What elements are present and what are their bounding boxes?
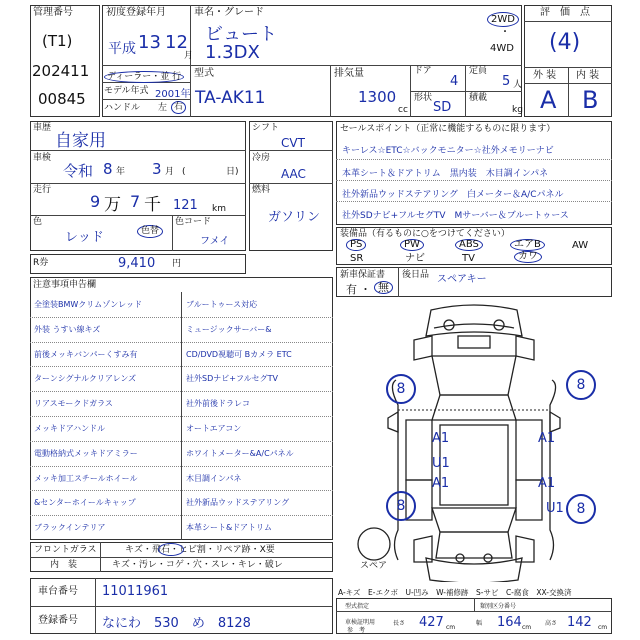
ext-grade: A <box>540 86 557 114</box>
load-unit: kg <box>512 105 523 115</box>
color-value: レッド <box>65 230 104 245</box>
legend: A-キズ E-エクボ U-凹み W-補修跡 S-サビ C-腐食 XX-交換済 <box>338 588 572 597</box>
first-reg-year: 13 <box>138 32 161 53</box>
int-grade: B <box>582 86 599 114</box>
damage-u1: U1 <box>546 501 564 516</box>
selling-point: 社外SDナビ+フルセグTV Mサーバー＆ブルートゥース <box>342 211 569 221</box>
post-item-label: 後日品 <box>402 270 430 280</box>
dims-len-value: 427 <box>419 615 444 630</box>
spare-label: スペア <box>360 561 388 571</box>
dims-hei-unit: cm <box>598 624 608 631</box>
equip-ps: PS <box>346 239 366 251</box>
notes-label: 注意事項申告欄 <box>33 280 97 290</box>
note-right-item: CD/DVD視聴可 Bカメラ ETC <box>186 349 292 359</box>
dims-len-label: 長さ <box>393 620 406 627</box>
mileage-unit: km <box>212 204 226 214</box>
chip-circle <box>158 543 184 556</box>
selling-point: 社外新品ウッドステアリング 白メーター＆A/Cパネル <box>342 190 564 200</box>
note-left-item: 前後メッキバンパーくすみ有 <box>34 349 138 359</box>
mileage-man: 万 <box>104 195 121 215</box>
warranty-dot: ・ <box>360 283 371 296</box>
drive-dot: ・ <box>500 27 510 38</box>
shift-value: CVT <box>281 136 305 150</box>
model-year: 2001年 <box>155 89 191 100</box>
inspection-era: 令和 <box>63 162 94 180</box>
vehicle-no-value: 11011961 <box>102 584 169 599</box>
vehicle-no-label: 車台番号 <box>38 586 78 597</box>
dims-ref-label: 参 考 <box>347 627 366 634</box>
first-reg-label: 初度登録年月 <box>106 7 166 18</box>
displacement: 1300 <box>358 88 397 106</box>
capacity-unit: 人 <box>513 80 523 90</box>
shift-label: シフト <box>252 123 280 133</box>
damage-mark: 8 <box>386 374 416 404</box>
damage-a1: A1 <box>432 476 450 491</box>
doors: 4 <box>450 74 459 89</box>
mileage-label: 走行 <box>33 185 52 195</box>
color-paint: 色替 <box>137 225 163 238</box>
shape: SD <box>433 100 452 115</box>
mileage-sen: 千 <box>144 195 161 215</box>
equip-navi: ナビ <box>405 253 425 264</box>
int-glass-value: キズ・汚レ・コゲ・穴・スレ・キレ・破レ <box>112 560 283 570</box>
note-right-item: ミュージックサーバー& <box>186 324 272 334</box>
damage-mark: 8 <box>566 370 596 400</box>
equip-abs: ABS <box>455 239 483 251</box>
front-glass-label: フロントガラス <box>34 545 97 555</box>
car-diagram <box>336 300 612 582</box>
handle-left: 左 <box>158 103 168 113</box>
dims-hei-label: 高さ <box>545 620 558 627</box>
inspection-label: 車検 <box>33 153 52 163</box>
mgmt-label: 管理番号 <box>33 7 73 18</box>
usage-value: 自家用 <box>55 131 106 151</box>
first-reg-era: 平成 <box>108 41 136 57</box>
inspection-day-paren: ( <box>182 167 186 177</box>
ac-label: 冷房 <box>252 153 271 163</box>
shape-label: 形状 <box>414 93 433 103</box>
note-left-item: &センターホイールキャップ <box>34 498 136 508</box>
mileage-sen-digit: 7 <box>130 192 141 211</box>
fuel-value: ガソリン <box>268 210 321 225</box>
note-right-item: オートエアコン <box>186 424 242 433</box>
equip-airbag: エアB <box>510 239 545 251</box>
mileage-man-digit: 9 <box>90 192 101 211</box>
damage-mark: 8 <box>386 491 416 521</box>
mileage-remainder: 121 <box>173 198 198 213</box>
car-name: ビュート <box>205 24 277 45</box>
note-right-item: 木目調インパネ <box>186 473 242 483</box>
damage-a1: A1 <box>432 431 450 446</box>
mgmt-line2: 202411 <box>32 62 90 80</box>
post-item-value: スペアキー <box>437 274 487 285</box>
note-left-item: ターンシグナルクリアレンズ <box>34 374 137 384</box>
int-glass-label: 内 装 <box>50 560 78 570</box>
equip-tv: TV <box>462 253 475 264</box>
plate-value: なにわ 530 め 8128 <box>102 616 251 631</box>
cc-unit: cc <box>398 105 408 115</box>
color-label: 色 <box>33 217 43 227</box>
recycle-label: R券 <box>33 258 49 268</box>
car-name-label: 車名・グレード <box>194 7 264 18</box>
capacity: 5 <box>502 74 511 89</box>
dims-wid-label: 幅 <box>476 620 483 627</box>
note-right-item: ブルートゥース対応 <box>186 300 258 309</box>
dims-cert-label: 車検証明用 <box>345 619 376 626</box>
color-code: フメイ <box>200 236 230 247</box>
inspection-day-unit: 日) <box>226 167 239 177</box>
dealer-label: ディーラー・並 行 <box>104 69 184 82</box>
int-label: 内 装 <box>576 70 600 81</box>
drive-4wd: 4WD <box>490 43 514 54</box>
ac-value: AAC <box>281 167 306 181</box>
damage-mark: 8 <box>566 494 596 524</box>
note-left-item: 全塗装BMWクリムゾンレッド <box>34 300 143 309</box>
note-left-item: メッキ加工スチールホイール <box>34 473 138 483</box>
handle-label: ハンドル <box>104 103 141 113</box>
dims-len-unit: cm <box>446 624 456 631</box>
recycle-value: 9,410 <box>118 256 156 271</box>
usage-label: 車歴 <box>33 123 52 133</box>
note-left-item: ブラックインテリア <box>34 523 106 533</box>
note-left-item: メッキドアハンドル <box>34 424 106 433</box>
damage-u1: U1 <box>432 456 450 471</box>
doors-label: ドア <box>414 66 432 76</box>
equip-leather: カワ <box>514 251 542 263</box>
mgmt-line3: 00845 <box>38 90 86 108</box>
drive-2wd: 2WD <box>487 12 519 27</box>
note-left-item: リアスモークドガラス <box>34 399 113 409</box>
damage-a1: A1 <box>538 431 556 446</box>
note-left-item: 電動格納式メッキドアミラー <box>34 448 138 458</box>
fuel-label: 燃料 <box>252 185 271 195</box>
note-right-item: 社外SDナビ+フルセグTV <box>186 374 278 384</box>
inspection-month-unit: 月 <box>165 167 175 177</box>
equip-pw: PW <box>400 239 424 251</box>
selling-points-label: セールスポイント（正常に機能するものに限ります） <box>340 124 556 134</box>
equip-sr: SR <box>350 253 364 264</box>
model-type-label: 型式 <box>194 68 214 79</box>
model-year-label: モデル年式 <box>104 86 149 96</box>
car-info-box <box>102 5 522 117</box>
inspection-year: 8 <box>103 160 113 178</box>
note-right-item: 本革シート&ドアトリム <box>186 523 272 533</box>
selling-point: キーレス☆ETC☆バックモニター☆社外メモリーナビ <box>342 146 554 156</box>
plate-label: 登録番号 <box>38 615 78 626</box>
color-code-label: 色コード <box>175 217 212 227</box>
front-glass-value: キズ・飛石・ヒビ割・リペア跡・X要 <box>125 545 275 555</box>
inspection-year-unit: 年 <box>116 167 126 177</box>
damage-a1: A1 <box>538 476 556 491</box>
eval-label: 評 価 点 <box>540 7 590 18</box>
dims-wid-value: 164 <box>497 615 522 630</box>
inspection-month: 3 <box>152 160 162 178</box>
dims-hei-value: 142 <box>567 615 592 630</box>
recycle-unit: 円 <box>172 259 182 269</box>
selling-point: 本革シート＆ドアトリム 黒内装 木目調インパネ <box>342 169 549 179</box>
equip-aw: AW <box>572 240 589 251</box>
grade: 1.3DX <box>205 42 260 63</box>
displacement-label: 排気量 <box>334 68 364 79</box>
first-reg-month-unit: 月 <box>184 51 194 61</box>
dims-wid-unit: cm <box>522 624 532 631</box>
equipment-label: 装備品（有るものに○をつけてください） <box>340 229 510 239</box>
ext-label: 外 装 <box>533 70 557 81</box>
mgmt-line1: (T1) <box>42 32 73 50</box>
model-type: TA-AK11 <box>195 88 266 108</box>
warranty-none: 無 <box>374 281 393 294</box>
eval-score: (4) <box>549 30 581 55</box>
first-reg-month: 12 <box>165 32 188 53</box>
note-right-item: 社外新品ウッドステアリング <box>186 498 290 508</box>
handle-right: 右 <box>171 101 186 114</box>
note-left-item: 外装 うすい線キズ <box>34 324 101 334</box>
warranty-label: 新車保証書 <box>340 270 386 280</box>
dims-shape-label: 型式指定 <box>345 603 370 610</box>
dims-class-label: 類別区分番号 <box>480 603 517 610</box>
capacity-label: 定員 <box>469 66 488 76</box>
note-right-item: ホワイトメーター&A/Cパネル <box>186 448 294 458</box>
note-right-item: 社外前後ドラレコ <box>186 399 250 409</box>
warranty-has: 有 <box>346 283 357 296</box>
load-label: 積載 <box>469 93 488 103</box>
